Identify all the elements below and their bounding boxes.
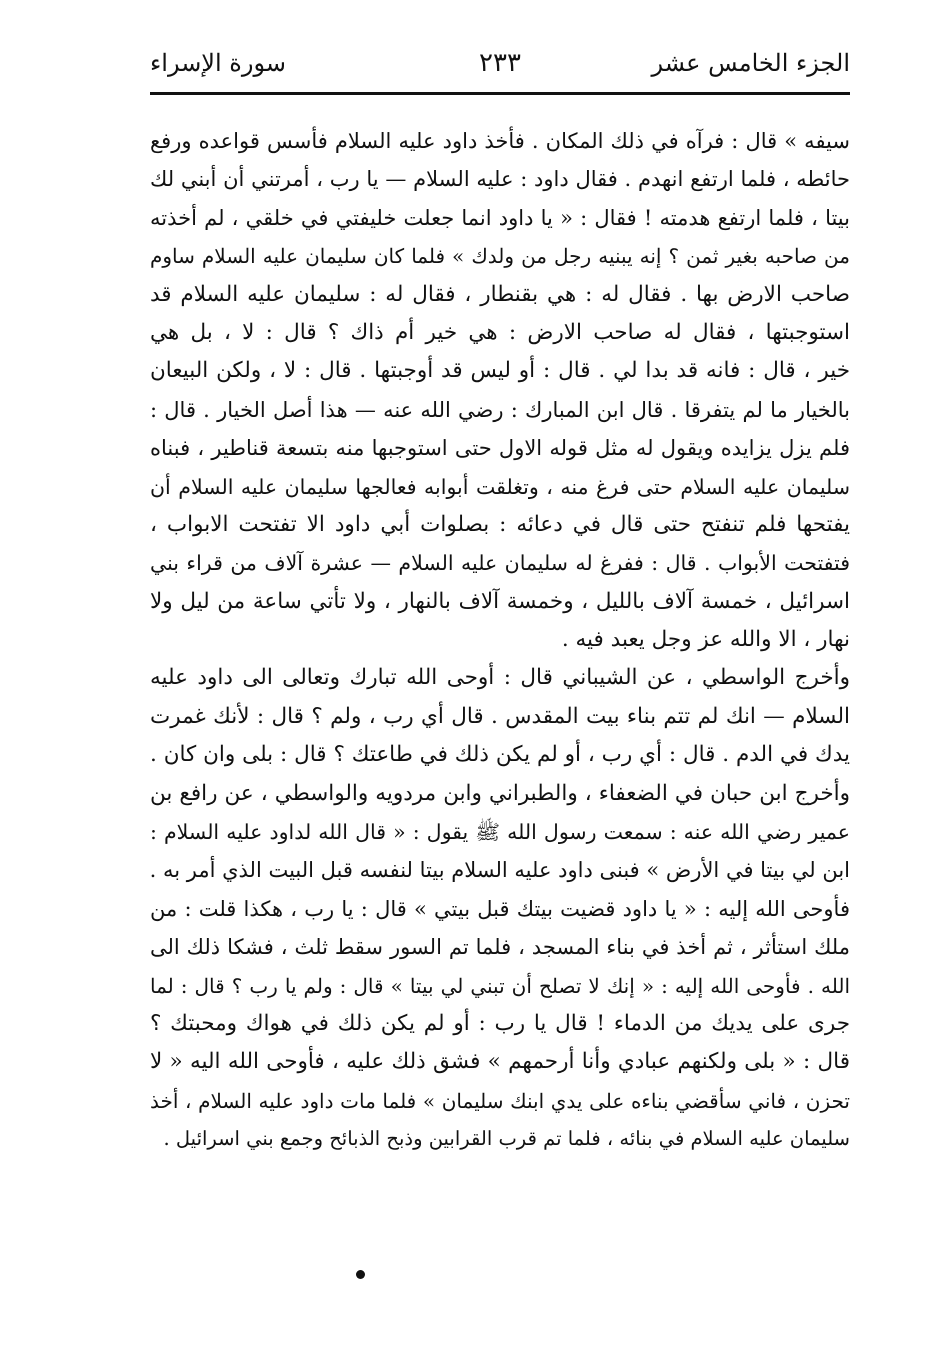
text-line: بالخيار ما لم يتفرقا . قال ابن المبارك : رضي الله عنه — هذا أصل الخيار . قال : [150,397,850,422]
header-surah-title: سورة الإسراء [150,49,286,77]
text-line: نهار ، الا والله عز وجل يعبد فيه . [561,627,850,653]
text-line: سليمان عليه السلام في بنائه ، فلما تم قرب القرابين وذبح الذبائح وجمع بني اسرائيل . [163,1127,850,1151]
text-line: تحزن ، فاني سأقضي بناءه على يدي ابنك سليمان » فلما مات داود عليه السلام ، أخذ [150,1088,850,1113]
text-line: ابن لي بيتا في الأرض » فبنى داود عليه السلام بيتا لنفسه قبل البيت الذي أمر به . [149,858,850,883]
text-line: فلم يزل يزايده ويقول له مثل قوله الاول حتى استوجبها منه بتسعة قناطير ، فبناه [150,436,850,461]
text-line: بيتا ، فلما ارتفع هدمته ! فقال : « يا داود انما جعلت خليفتي في خلقي ، لم أخذته [150,205,850,230]
text-line: من صاحبه بغير ثمن ؟ إنه يبنيه رجل من ولدك » فلما كان سليمان عليه السلام ساوم [150,244,850,269]
text-line: عمير رضي الله عنه : سمعت رسول الله ﷺ يقول : « قال الله لداود عليه السلام : [150,820,850,845]
page-header [150,38,850,94]
text-line: السلام — انك لم تتم بناء بيت المقدس . قال أي رب ، ولم ؟ قال : لأنك غمرت [150,703,850,729]
text-line: الله . فأوحى الله إليه : « إنك لا تصلح أن تبني لي بيتا » قال : ولم يا رب ؟ قال : لما [150,973,850,998]
text-line: حائطه ، فلما ارتفع انهدم . فقال داود : عليه السلام — يا رب ، أمرتني أن أبني لك [150,167,850,192]
text-line: ملك استأثر ، ثم أخذ في بناء المسجد ، فلما تم السور سقط ثلث ، فشكا ذلك الى [150,935,850,960]
header-divider [150,92,850,95]
text-line: فتفتحت الأبواب . قال : ففرغ له سليمان عليه السلام — عشرة آلاف من قراء بني [150,551,850,576]
page-body [150,122,850,1159]
text-line: صاحب الارض بها . فقال له : هي بقنطار ، فقال له : سليمان عليه السلام قد [150,281,850,307]
text-line: يدك في الدم . قال : أي رب ، أو لم يكن ذلك في طاعتك ؟ قال : بلى وان كان . [150,742,850,768]
text-line: قال : « بلى ولكنهم عبادي وأنا أرحمهم » فشق ذلك عليه ، فأوحى الله اليه « لا [150,1049,850,1075]
header-part-title: الجزء الخامس عشر [651,49,850,77]
text-line: فأوحى الله إليه : « يا داود قضيت بيتك قبل بيتي » قال : يا رب ، هكذا قلت : من [150,896,850,921]
text-line: خير ، قال : فانه قد بدا لي . قال : أو ليس قد أوجبتها . قال : لا ، ولكن البيعان [150,358,850,384]
text-line: سليمان عليه السلام حتى فرغ منه ، وتغلقت أبوابه فعالجها سليمان عليه السلام أن [150,474,850,499]
text-line: وأخرج ابن حبان في الضعفاء ، والطبراني وابن مردويه والواسطي ، عن رافع بن [150,780,850,806]
footer-dot [356,1270,365,1279]
text-line: وأخرج الواسطي ، عن الشيباني قال : أوحى الله تبارك وتعالى الى داود عليه [150,665,850,691]
text-line: استوجبتها ، فقال له صاحب الارض : هي خير أم ذاك ؟ قال : لا ، بل هي [150,319,850,345]
text-line: سيفه » قال : فرآه في ذلك المكان . فأخذ داود عليه السلام فأسس قواعده ورفع [150,129,850,153]
text-line: يفتحها فلم تنفتح حتى قال في دعائه : بصلوات أبي داود الا تفتحت الابواب ، [150,511,850,537]
text-line: جرى على يديك من الدماء ! قال يا رب : أو لم يكن ذلك في هواك ومحبتك ؟ [150,1010,850,1036]
page-number: ٢٣٣ [479,48,521,78]
text-line: اسرائيل ، خمسة آلاف بالليل ، وخمسة آلاف بالنهار ، ولا تأتي ساعة من ليل ولا [150,588,850,614]
